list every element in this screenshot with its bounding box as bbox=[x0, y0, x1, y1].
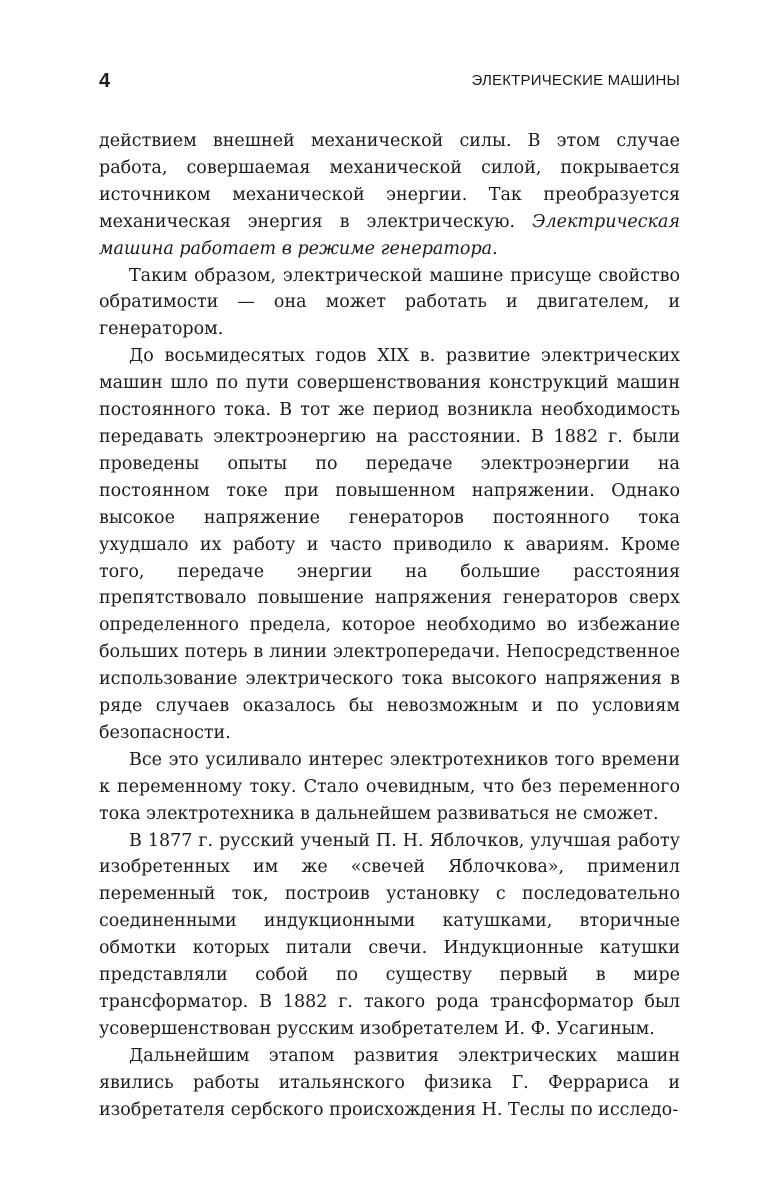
paragraph-tail: . bbox=[492, 238, 498, 259]
body-text bbox=[99, 128, 680, 1124]
running-header bbox=[99, 70, 680, 96]
emphasized-text: Электрическая машина работает в режиме генератора bbox=[99, 211, 680, 259]
paragraph-3: До восьмидесятых годов XIX в. развитие электрических машин шло по пути совершенствования конструкций машин постоянного тока. В тот же период возникла необходимость передавать электроэнергию на расстоянии. В 1882 г. были проведены опыты по передаче электроэнергии на постоянном токе при повышенном напряжении. Однако высокое напряжение генераторов постоянного тока ухудшало их работу и часто приводило к авариям. Кроме того, передаче энергии на большие расстояния препятствовало повышение напряжения генераторов сверх определенного предела, которое необходимо во избежание больших потерь в линии электропередачи. Непосредственное использование электрического тока высокого напряжения в ряде случаев оказалось бы невозможным и по условиям безопасности. bbox=[99, 346, 680, 743]
paragraph-1 bbox=[99, 128, 680, 263]
page-number: 4 bbox=[99, 70, 111, 92]
paragraph-6: Дальнейшим этапом развития электрических машин явились работы итальянского физика Г. Феррариса и изобретателя сербского происхождения Н. Теслы по исследо- bbox=[99, 1045, 680, 1120]
paragraph-4: Все это усиливало интерес электротехников того времени к переменному току. Стало очевидным, что без переменного тока электротехника в дальнейшем развиваться не сможет. bbox=[99, 749, 680, 824]
paragraph-text: действием внешней механической силы. В этом случае работа, совершаемая механической силой, покрывается источником механической энергии. Так преобразуется механическая энергия в электрическую. bbox=[99, 131, 680, 232]
paragraph-2: Таким образом, электрической машине присуще свойство обратимости — она может работать и двигателем, и генератором. bbox=[99, 265, 680, 340]
running-title: ЭЛЕКТРИЧЕСКИЕ МАШИНЫ bbox=[471, 72, 680, 89]
paragraph-5: В 1877 г. русский ученый П. Н. Яблочков, улучшая работу изобретенных им же «свечей Яблочкова», применил переменный ток, построив установку с последовательно соединенными индукционными катушками, вторичные обмотки которых питали свечи. Индукционные катушки представляли собой по существу первый в мире трансформатор. В 1882 г. такого рода трансформатор был усовершенствован русским изобретателем И. Ф. Усагиным. bbox=[99, 830, 680, 1039]
